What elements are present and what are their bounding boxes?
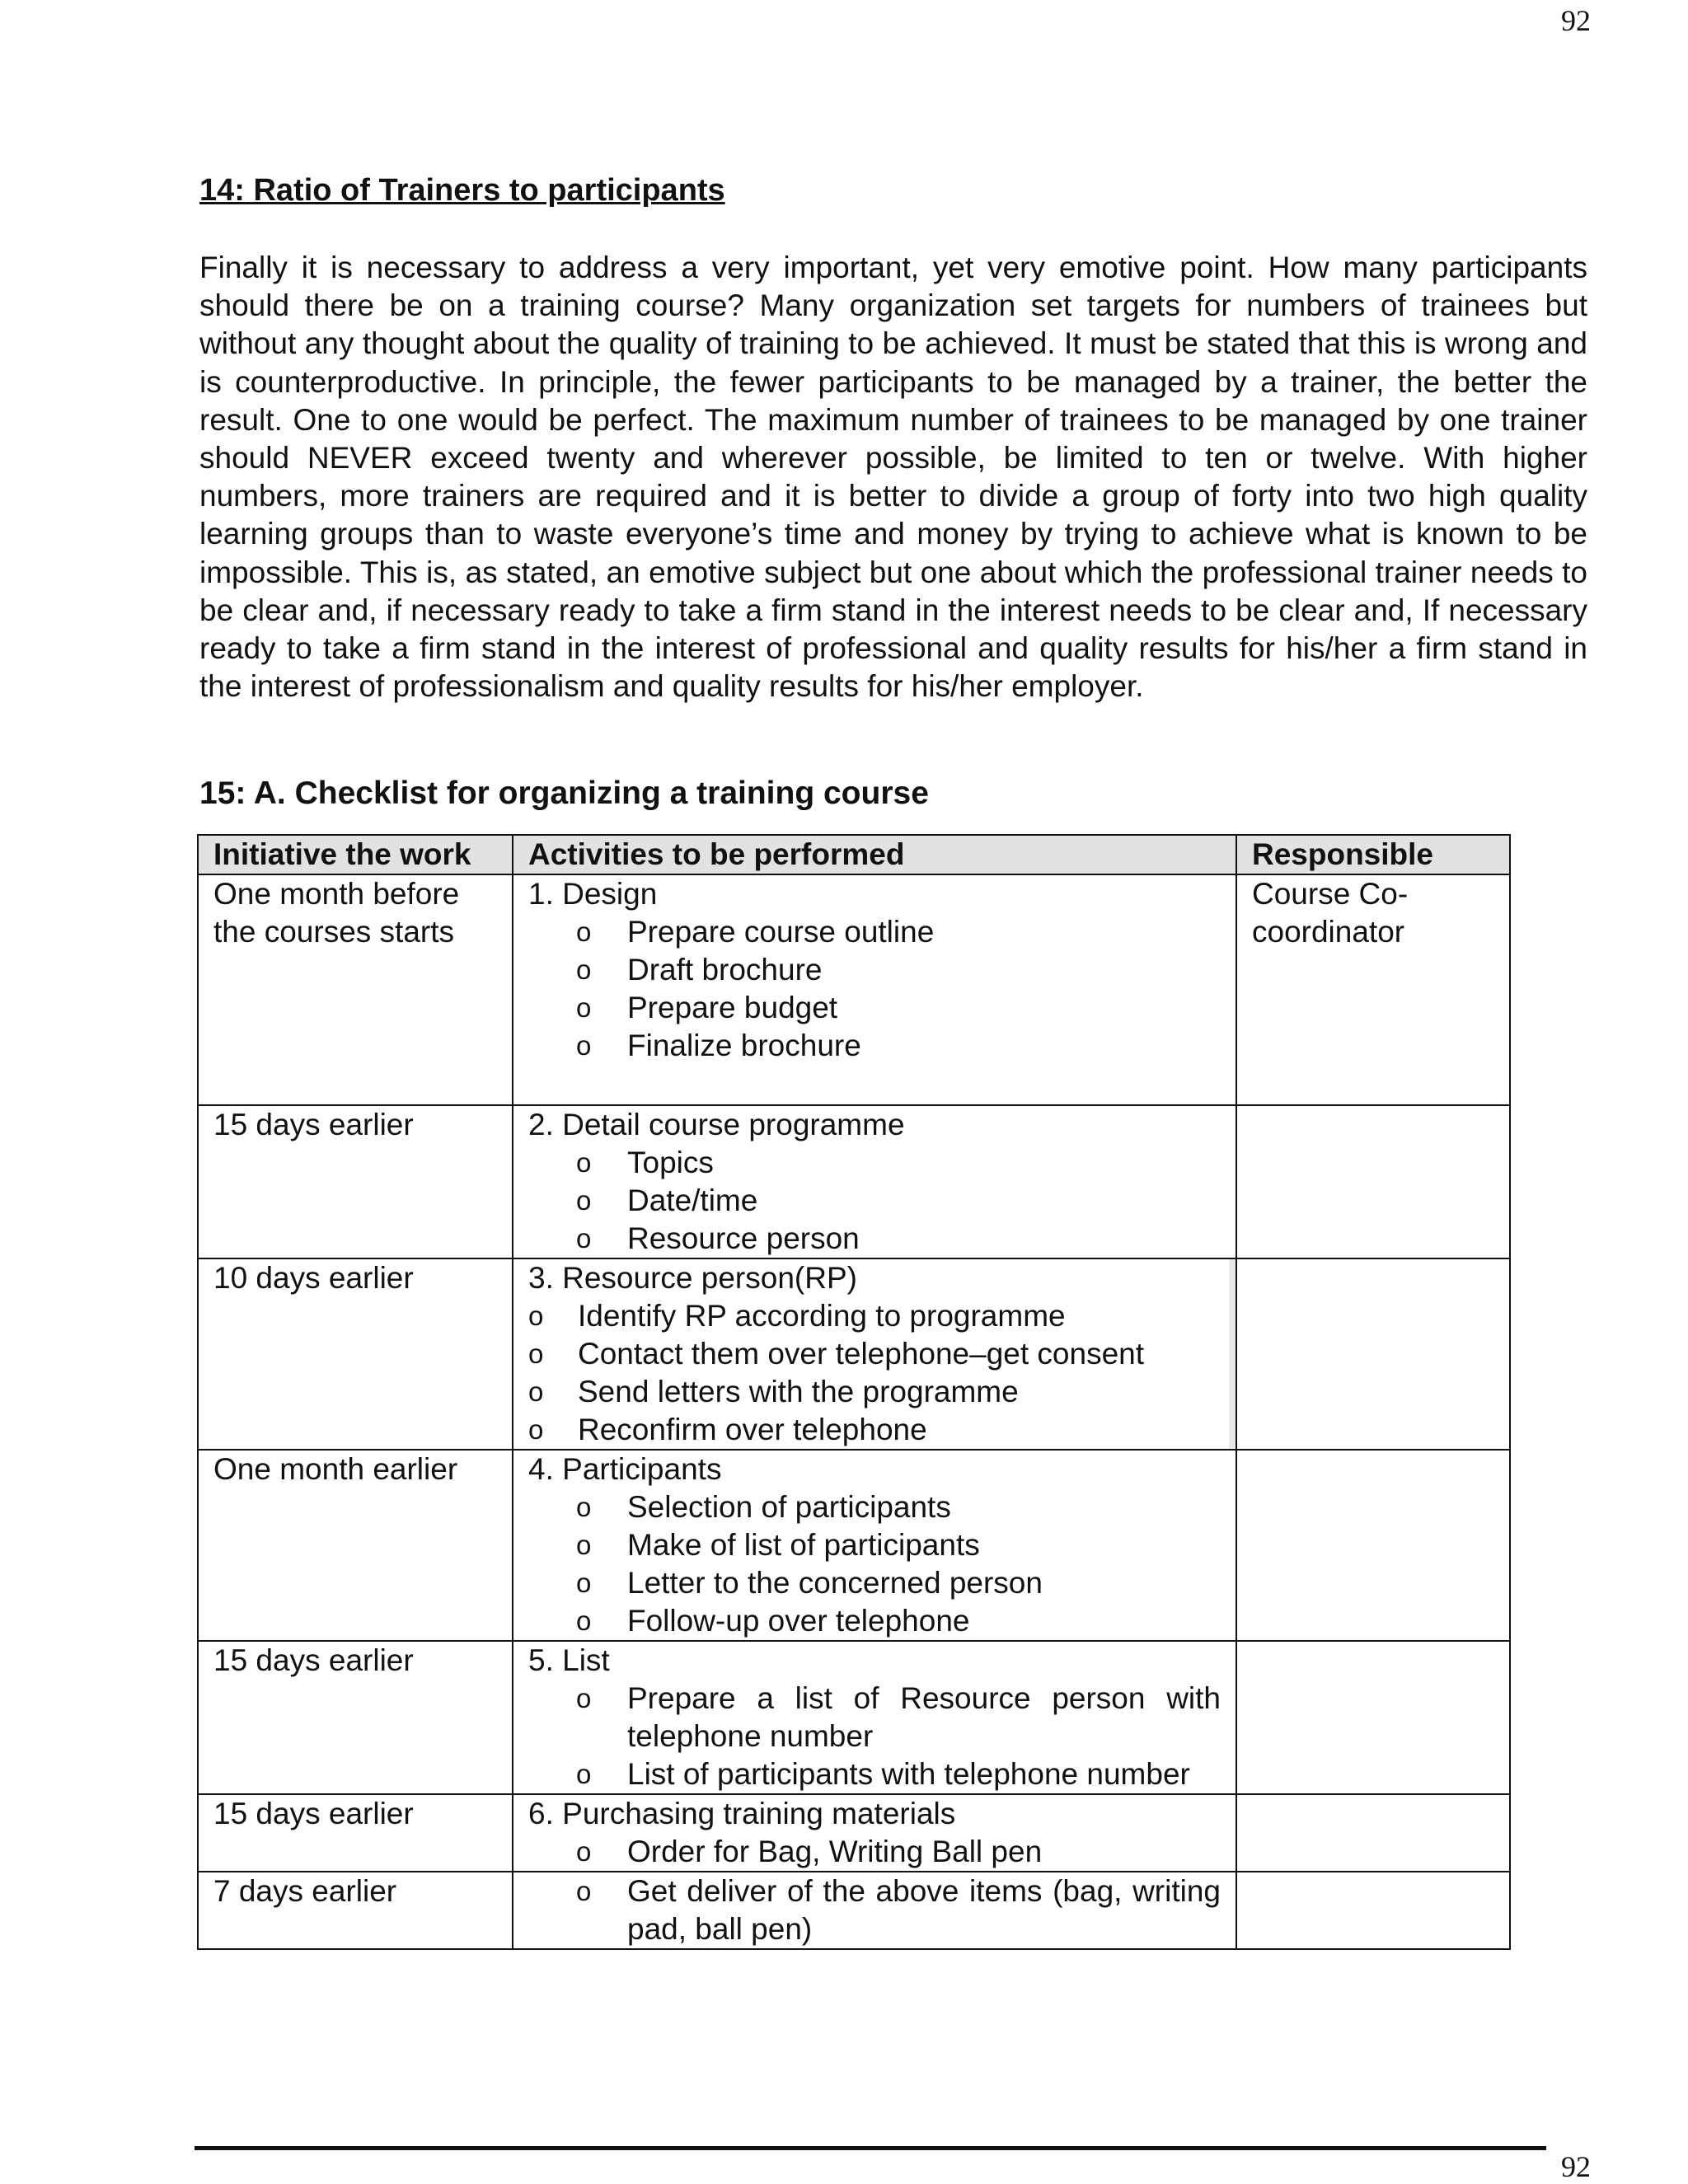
bullet-icon: o	[576, 1605, 592, 1637]
responsible-cell	[1236, 1872, 1510, 1949]
table-row	[198, 1450, 1510, 1641]
list-item	[528, 1182, 1221, 1220]
responsible-cell: Course Co-coordinator	[1236, 874, 1510, 1105]
list-item-text: Prepare course outline	[627, 915, 935, 949]
list-item	[528, 1488, 1221, 1526]
list-item-text: Prepare budget	[627, 991, 838, 1025]
section-15-title: 15: A. Checklist for organizing a training course	[199, 776, 929, 812]
list-item	[528, 1755, 1221, 1793]
list-item-text: Send letters with the programme	[578, 1375, 1019, 1409]
list-item-text: Date/time	[627, 1183, 758, 1218]
activity-cell	[513, 1450, 1236, 1641]
list-item-text: Selection of participants	[627, 1490, 951, 1525]
page-number-bottom: 92	[1561, 2150, 1591, 2183]
responsible-cell	[1236, 1641, 1510, 1794]
list-item-text: List of participants with telephone number	[627, 1757, 1190, 1792]
activity-cell	[513, 1641, 1236, 1794]
responsible-cell	[1236, 1258, 1510, 1450]
list-item-text: Contact them over telephone–get consent	[578, 1337, 1145, 1371]
list-item-text: Topics	[627, 1146, 714, 1180]
list-item	[528, 951, 1221, 989]
timing-cell: 15 days earlier	[198, 1105, 513, 1258]
page-number-top: 92	[1561, 4, 1591, 37]
list-item-text: Order for Bag, Writing Ball pen	[627, 1835, 1043, 1869]
timing-cell: 10 days earlier	[198, 1258, 513, 1450]
table-row	[198, 1258, 1510, 1450]
list-item	[528, 1680, 1221, 1755]
activity-cell	[513, 874, 1236, 1105]
list-item	[528, 1602, 1221, 1640]
bullet-icon: o	[576, 1223, 592, 1254]
timing-cell: One month earlier	[198, 1450, 513, 1641]
bullet-icon: o	[576, 916, 592, 948]
bullet-icon: o	[576, 1185, 592, 1216]
activity-title: 6. Purchasing training materials	[528, 1797, 956, 1831]
activity-cell	[513, 1105, 1236, 1258]
list-item	[528, 913, 1221, 951]
activity-list	[528, 1872, 1221, 1948]
footer-rule	[195, 2146, 1546, 2150]
activity-list	[528, 913, 1221, 1065]
bullet-icon: o	[576, 1759, 592, 1790]
header-activities: Activities to be performed	[513, 835, 1236, 874]
table-row	[198, 1872, 1510, 1949]
list-item-text: Prepare a list of Resource person with telephone number	[627, 1681, 1221, 1754]
bullet-icon: o	[576, 1530, 592, 1561]
timing-cell: 15 days earlier	[198, 1794, 513, 1872]
bullet-icon: o	[528, 1301, 544, 1332]
table-header-row	[198, 835, 1510, 874]
list-item	[528, 1833, 1221, 1871]
bullet-icon: o	[576, 954, 592, 986]
header-initiative: Initiative the work	[198, 835, 513, 874]
activity-list	[528, 1144, 1221, 1258]
list-item	[528, 1872, 1221, 1948]
table-row	[198, 1641, 1510, 1794]
activity-title: 2. Detail course programme	[528, 1108, 905, 1142]
list-item	[528, 1411, 1221, 1449]
page-content	[199, 170, 1587, 1950]
section-14-paragraph: Finally it is necessary to address a very important, yet very emotive point. How many participants should there be on a training course? Many organization set targets for numbers of trainees but without any thought about the quality of training to be achieved. It must be stated that this is wrong and is counterproductive. In principle, the fewer participants to be managed by a trainer, the better the result. One to one would be perfect. The maximum number of trainees to be managed by one trainer should NEVER exceed twenty and wherever possible, be limited to ten or twelve. With higher numbers, more trainers are required and it is better to divide a group of forty into two high quality learning groups than to waste everyone’s time and money by trying to achieve what is known to be impossible. This is, as stated, an emotive subject but one about which the professional trainer needs to be clear and, if necessary ready to take a firm stand in the interest needs to be clear and, If necessary ready to take a firm stand in the interest of professional and quality results for his/her a firm stand in the interest of professionalism and quality results for his/her employer.	[199, 251, 1587, 704]
list-item-text: Resource person	[627, 1221, 860, 1256]
bullet-icon: o	[528, 1338, 544, 1370]
bullet-icon: o	[576, 1147, 592, 1179]
section-14-title: 14: Ratio of Trainers to participants	[199, 173, 725, 208]
list-item	[528, 989, 1221, 1027]
table-row	[198, 1794, 1510, 1872]
activity-cell	[513, 1872, 1236, 1949]
table-row	[198, 1105, 1510, 1258]
list-item	[528, 1564, 1221, 1602]
bullet-icon: o	[576, 1492, 592, 1523]
activity-title: 4. Participants	[528, 1452, 722, 1487]
table-row	[198, 874, 1510, 1105]
activity-cell	[513, 1258, 1236, 1450]
timing-cell: 15 days earlier	[198, 1641, 513, 1794]
list-item-text: Make of list of participants	[627, 1528, 980, 1563]
activity-list	[528, 1680, 1221, 1793]
list-item	[528, 1144, 1221, 1182]
bullet-icon: o	[528, 1414, 544, 1446]
list-item-text: Letter to the concerned person	[627, 1566, 1043, 1601]
bullet-icon: o	[528, 1376, 544, 1408]
activity-list	[528, 1833, 1221, 1871]
checklist-table	[197, 834, 1511, 1950]
bullet-icon: o	[576, 1683, 592, 1714]
list-item-text: Draft brochure	[627, 953, 823, 987]
list-item	[528, 1373, 1221, 1411]
responsible-cell	[1236, 1794, 1510, 1872]
list-item-text: Finalize brochure	[627, 1029, 861, 1063]
list-item-text: Identify RP according to programme	[578, 1299, 1066, 1333]
timing-cell: One month before the courses starts	[198, 874, 513, 1105]
header-responsible: Responsible	[1236, 835, 1510, 874]
list-item	[528, 1526, 1221, 1564]
activity-title: 1. Design	[528, 877, 658, 912]
bullet-icon: o	[576, 1836, 592, 1868]
list-item	[528, 1297, 1221, 1335]
bullet-icon: o	[576, 1568, 592, 1599]
activity-title: 3. Resource person(RP)	[528, 1261, 857, 1296]
list-item-text: Reconfirm over telephone	[578, 1413, 927, 1447]
bullet-icon: o	[576, 1030, 592, 1062]
list-item-text: Get deliver of the above items (bag, writing pad, ball pen)	[627, 1874, 1221, 1947]
activity-title: 5. List	[528, 1643, 610, 1678]
bullet-icon: o	[576, 992, 592, 1024]
timing-cell: 7 days earlier	[198, 1872, 513, 1949]
list-item	[528, 1027, 1221, 1065]
activity-list	[528, 1488, 1221, 1640]
responsible-cell	[1236, 1450, 1510, 1641]
activity-cell	[513, 1794, 1236, 1872]
list-item-text: Follow-up over telephone	[627, 1604, 970, 1638]
responsible-cell	[1236, 1105, 1510, 1258]
activity-list	[528, 1297, 1221, 1449]
list-item	[528, 1335, 1221, 1373]
list-item	[528, 1220, 1221, 1258]
bullet-icon: o	[576, 1876, 592, 1907]
